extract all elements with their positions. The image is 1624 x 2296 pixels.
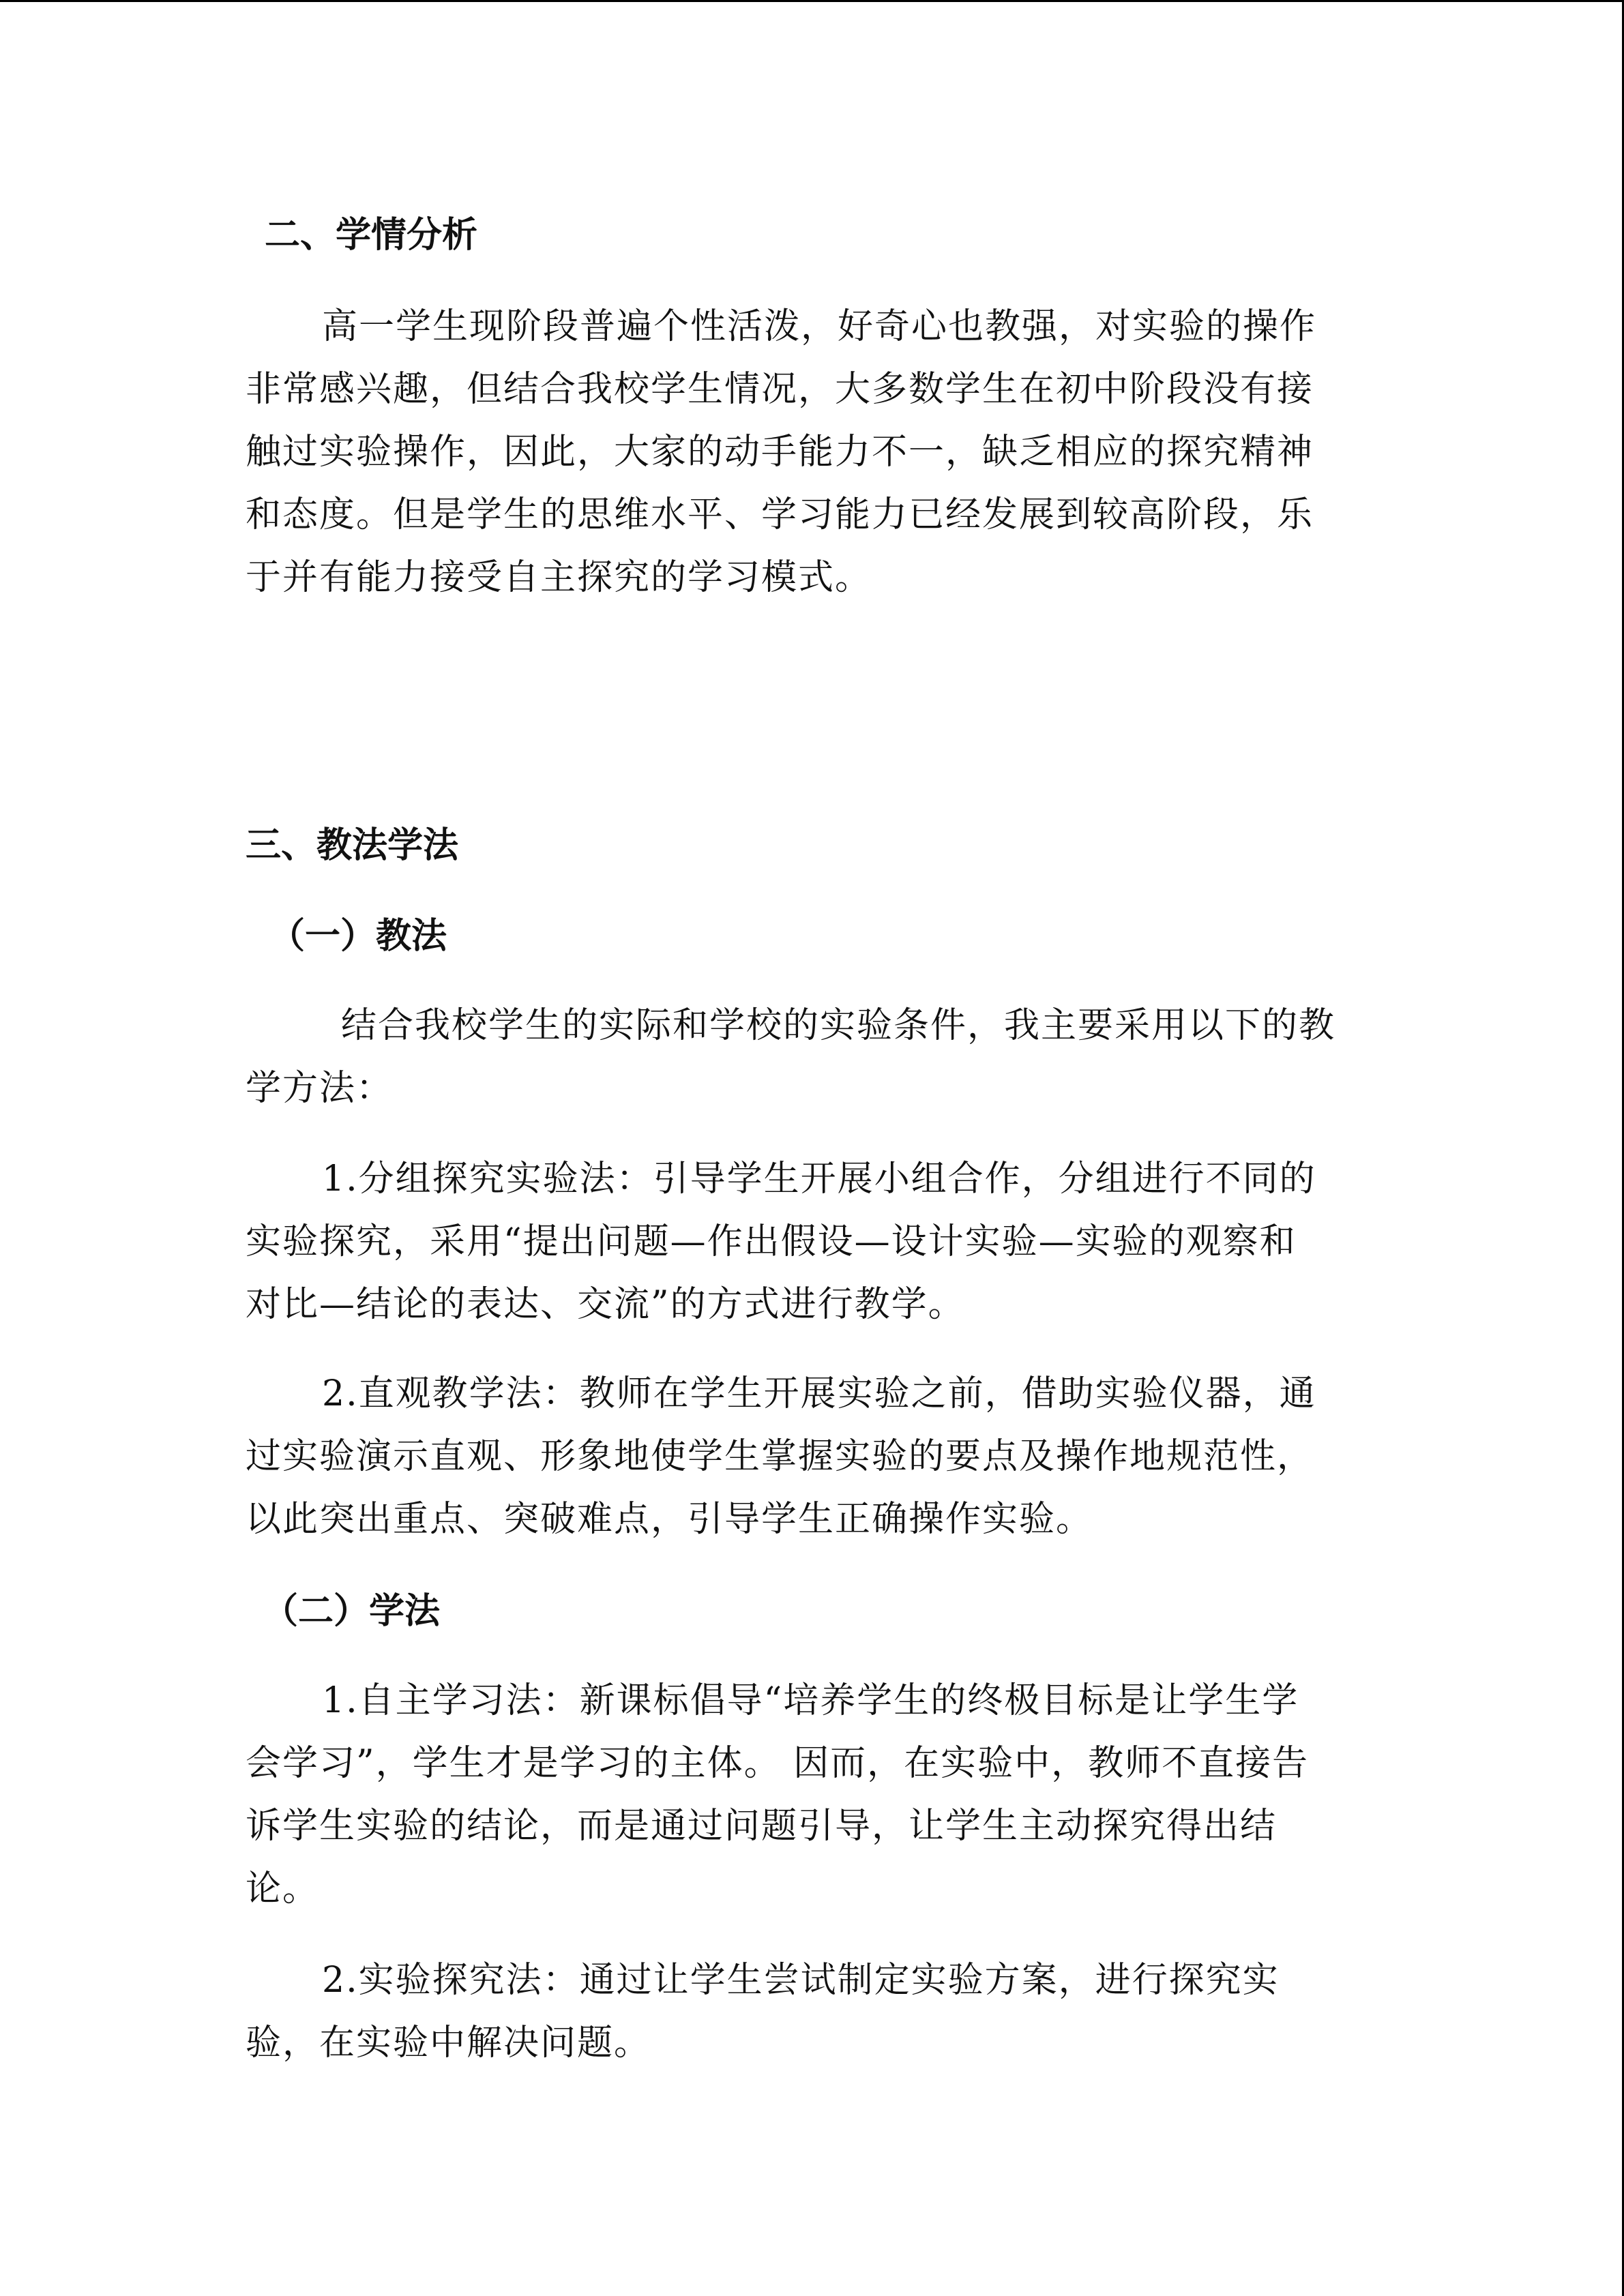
paragraph-line: 验，在实验中解决问题。 (246, 2023, 651, 2063)
paragraph-line: 诉学生实验的结论，而是通过问题引导，让学生主动探究得出结 (246, 1806, 1278, 1847)
list-item-experiment-inquiry (246, 1949, 1391, 2074)
paragraph-student-analysis (246, 295, 1391, 609)
subsection-heading-learning: （二）学法 (263, 1591, 441, 1632)
paragraph-line: 触过实验操作，因此，大家的动手能力不一，缺乏相应的探究精神 (246, 432, 1314, 473)
subsection-heading-teaching: （一）教法 (269, 916, 447, 957)
paragraph-line: 对比—结论的表达、交流”的方式进行教学。 (246, 1284, 965, 1325)
paragraph-line: 和态度。但是学生的思维水平、学习能力已经发展到较高阶段，乐 (246, 494, 1314, 535)
paragraph-line: 学方法： (246, 1068, 394, 1109)
paragraph-line: 论。 (246, 1868, 320, 1909)
list-item-group-experiment (246, 1148, 1391, 1336)
paragraph-line: 2.直观教学法：教师在学生开展实验之前，借助实验仪器，通 (322, 1373, 1316, 1414)
section-heading-methods: 三、教法学法 (246, 825, 459, 866)
paragraph-line: 2.实验探究法：通过让学生尝试制定实验方案，进行探究实 (322, 1960, 1280, 2001)
paragraph-line: 非常感兴趣，但结合我校学生情况，大多数学生在初中阶段没有接 (246, 369, 1314, 410)
paragraph-line: 高一学生现阶段普遍个性活泼，好奇心也教强，对实验的操作 (322, 306, 1317, 347)
section-heading-student-analysis: 二、学情分析 (265, 215, 478, 256)
paragraph-line: 以此突出重点、突破难点，引导学生正确操作实验。 (246, 1499, 1093, 1540)
list-item-self-learning (246, 1669, 1391, 1920)
paragraph-line: 实验探究，采用“提出问题—作出假设—设计实验—实验的观察和 (246, 1221, 1297, 1262)
paragraph-line: 1.自主学习法：新课标倡导“培养学生的终极目标是让学生学 (322, 1680, 1299, 1721)
paragraph-line: 会学习”，学生才是学习的主体。 因而，在实验中，教师不直接告 (246, 1743, 1310, 1784)
paragraph-line: 1.分组探究实验法：引导学生开展小组合作，分组进行不同的 (322, 1159, 1316, 1199)
paragraph-line: 结合我校学生的实际和学校的实验条件，我主要采用以下的教 (341, 1005, 1336, 1046)
list-item-intuitive-teaching (246, 1362, 1391, 1551)
paragraph-line: 于并有能力接受自主探究的学习模式。 (246, 557, 872, 598)
paragraph-teaching-intro (246, 994, 1391, 1120)
paragraph-line: 过实验演示直观、形象地使学生掌握实验的要点及操作地规范性， (246, 1436, 1314, 1477)
